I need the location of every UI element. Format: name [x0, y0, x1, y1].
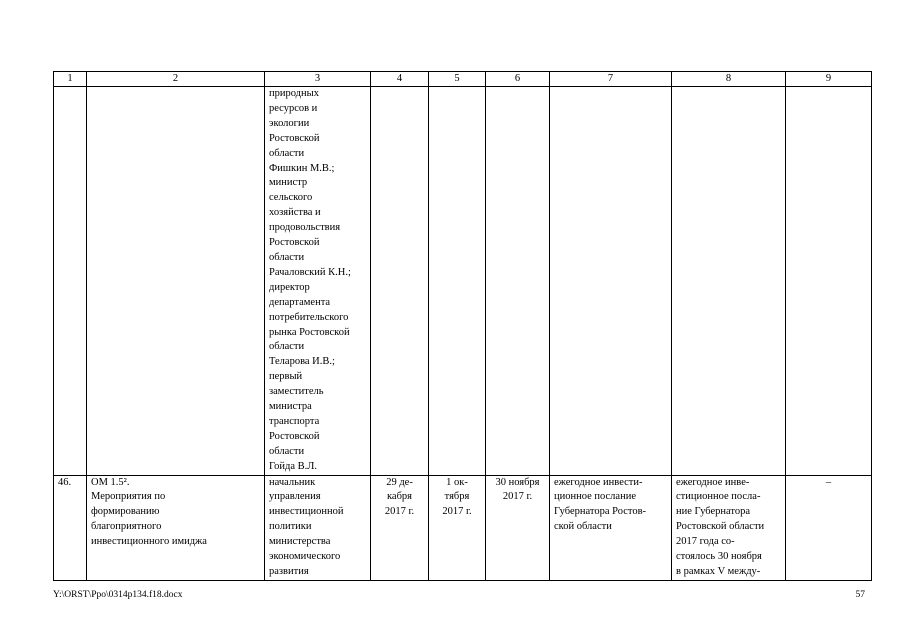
- cell-text-line: управления: [269, 491, 321, 503]
- cell-event: [87, 475, 265, 580]
- cell-planned-date: [371, 87, 429, 476]
- cell-text-line: заместитель: [269, 386, 324, 398]
- cell-text-line: Фишкин М.В.;: [269, 162, 335, 174]
- cell-text-line: министра: [269, 401, 312, 413]
- cell-text-line: начальник: [269, 476, 316, 488]
- cell-actual-result: [672, 475, 786, 580]
- cell-event: [87, 87, 265, 476]
- cell-text-line: транспорта: [269, 415, 320, 427]
- col-number: 9: [786, 72, 872, 87]
- cell-actual-end: [486, 87, 550, 476]
- cell-text-line: 29 де-: [386, 476, 413, 488]
- document-path: Y:\ORST\Ppo\0314p134.f18.docx: [53, 590, 183, 600]
- cell-text-line: сельского: [269, 192, 313, 204]
- cell-actual-start: [429, 87, 486, 476]
- cell-text-line: области: [269, 147, 305, 159]
- cell-note: –: [786, 475, 872, 580]
- cell-actual-result: [672, 87, 786, 476]
- cell-text-line: экологии: [269, 117, 310, 129]
- col-number: 3: [265, 72, 371, 87]
- cell-text-line: министерства: [269, 536, 331, 548]
- page-number: 57: [855, 590, 865, 600]
- cell-planned-date: [371, 475, 429, 580]
- cell-text-line: тября: [444, 491, 470, 503]
- cell-text-line: экономического: [269, 551, 341, 563]
- cell-text-line: ской области: [554, 521, 612, 533]
- cell-text-line: министр: [269, 177, 308, 189]
- cell-num: 46.: [54, 475, 87, 580]
- cell-responsible: [265, 87, 371, 476]
- cell-text-line: области: [269, 251, 305, 263]
- cell-text-line: Ростовской области: [676, 521, 765, 533]
- cell-text-line: инвестиционного имиджа: [91, 536, 207, 548]
- cell-actual-end: [486, 475, 550, 580]
- cell-text-line: формированию: [91, 506, 160, 518]
- col-number: 4: [371, 72, 429, 87]
- cell-text-line: департамента: [269, 296, 331, 308]
- cell-note: [786, 87, 872, 476]
- cell-text-line: инвестиционной: [269, 506, 344, 518]
- cell-text-line: ежегодное инве-: [676, 476, 750, 488]
- cell-text-line: Гойда В.Л.: [269, 460, 318, 472]
- cell-text-line: потребительского: [269, 311, 349, 323]
- col-number: 7: [550, 72, 672, 87]
- cell-text-line: 1 ок-: [446, 476, 468, 488]
- cell-text-line: области: [269, 341, 305, 353]
- cell-text-line: продовольствия: [269, 222, 341, 234]
- cell-text-line: 30 ноября: [495, 476, 540, 488]
- cell-actual-start: [429, 475, 486, 580]
- cell-responsible: [265, 475, 371, 580]
- cell-text-line: Ростовской: [269, 237, 320, 249]
- cell-text-line: кабря: [386, 491, 413, 503]
- cell-text-line: благоприятного: [91, 521, 162, 533]
- col-number: 6: [486, 72, 550, 87]
- cell-expected-result: [550, 87, 672, 476]
- col-number: 8: [672, 72, 786, 87]
- cell-text-line: 2017 г.: [384, 506, 415, 518]
- table-row-46: [54, 475, 872, 580]
- cell-text-line: хозяйства и: [269, 207, 321, 219]
- column-number-row: [54, 72, 872, 87]
- cell-text-line: политики: [269, 521, 312, 533]
- cell-text-line: Рачаловский К.Н.;: [269, 266, 351, 278]
- plan-table: [53, 71, 872, 581]
- cell-text-line: области: [269, 445, 305, 457]
- col-number: 2: [87, 72, 265, 87]
- cell-text-line: природных: [269, 88, 319, 99]
- cell-text-line: директор: [269, 281, 310, 293]
- cell-text-line: развития: [269, 566, 309, 577]
- cell-text-line: стиционное посла-: [676, 491, 761, 503]
- cell-text-line: ОМ 1.5².: [91, 476, 130, 488]
- cell-text-line: в рамках V между-: [676, 566, 761, 577]
- cell-text-line: первый: [269, 371, 303, 383]
- cell-text-line: стоялось 30 ноября: [676, 551, 762, 563]
- cell-text-line: рынка Ростовской: [269, 326, 350, 338]
- cell-text-line: Теларова И.В.;: [269, 356, 335, 368]
- col-number: 5: [429, 72, 486, 87]
- table-row-continued: [54, 87, 872, 476]
- cell-text-line: Губернатора Ростов-: [554, 506, 647, 518]
- cell-text-line: ежегодное инвести-: [554, 476, 643, 488]
- cell-expected-result: [550, 475, 672, 580]
- cell-text-line: ние Губернатора: [676, 506, 751, 518]
- cell-text-line: Ростовской: [269, 430, 320, 442]
- cell-text-line: 2017 г.: [442, 506, 472, 518]
- cell-text-line: Мероприятия по: [91, 491, 166, 503]
- cell-text-line: ресурсов и: [269, 102, 318, 114]
- cell-text-line: 2017 года со-: [676, 536, 735, 548]
- cell-text-line: Ростовской: [269, 132, 320, 144]
- col-number: 1: [54, 72, 87, 87]
- cell-text-line: ционное послание: [554, 491, 636, 503]
- cell-text-line: 2017 г.: [502, 491, 533, 503]
- cell-num: [54, 87, 87, 476]
